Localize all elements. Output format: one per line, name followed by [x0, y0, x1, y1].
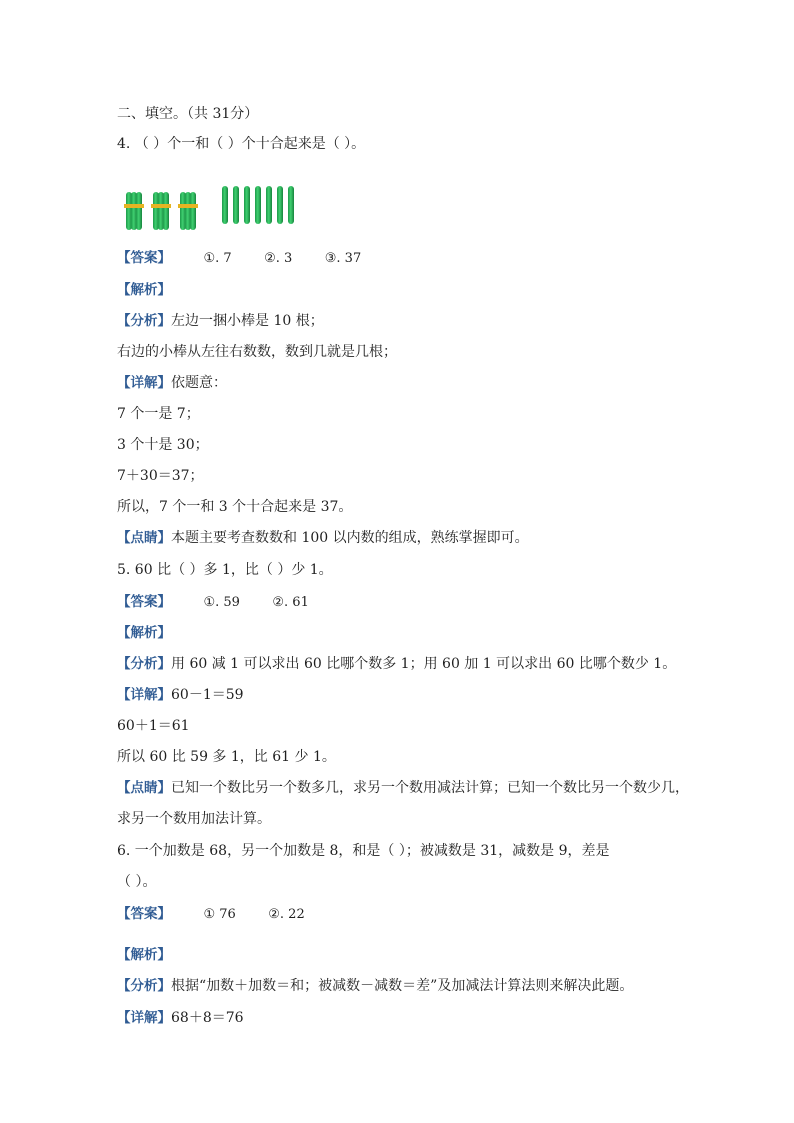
answer-1: ①. 7	[203, 251, 232, 266]
q4-fenxi	[117, 311, 324, 331]
q5-answer-line	[117, 592, 309, 613]
xiangjie-tag: 【详解】	[117, 375, 171, 391]
xiangjie-tag: 【详解】	[117, 1010, 171, 1026]
q5-fenxi	[117, 654, 676, 674]
q4-step-3: 7＋30＝37；	[117, 468, 204, 484]
q4-question: 4. （ ）个一和（ ）个十合起来是（ ）。	[117, 136, 366, 152]
xiangjie-text: 68＋8＝76	[171, 1010, 244, 1026]
q5-dianjing	[117, 778, 689, 798]
xiangjie-text: 60－1＝59	[171, 687, 244, 703]
answer-2: ②. 22	[268, 907, 305, 922]
single-stick	[277, 186, 283, 224]
dianjing-tag: 【点睛】	[117, 530, 171, 546]
answer-tag: 【答案】	[117, 594, 171, 610]
fenxi-tag: 【分析】	[117, 656, 171, 672]
answer-2: ②. 3	[264, 251, 293, 266]
answer-2: ②. 61	[272, 595, 309, 610]
fenxi-text: 左边一捆小棒是 10 根；	[171, 313, 324, 329]
stick-bundle	[151, 184, 171, 224]
xiangjie-tag: 【详解】	[117, 687, 171, 703]
answer-tag: 【答案】	[117, 250, 171, 266]
dianjing-text: 本题主要考查数数和 100 以内数的组成，熟练掌握即可。	[171, 530, 529, 546]
single-stick	[266, 186, 272, 224]
fenxi-text: 用 60 减 1 可以求出 60 比哪个数多 1；用 60 加 1 可以求出 60 比哪个数少 1。	[171, 656, 677, 672]
single-stick	[222, 186, 228, 224]
analysis-tag: 【解析】	[117, 947, 171, 963]
q5-xiangjie	[117, 685, 244, 705]
q5-step-2: 所以 60 比 59 多 1，比 61 少 1。	[117, 749, 336, 765]
q4-step-4: 所以，7 个一和 3 个十合起来是 37。	[117, 499, 353, 515]
sticks-figure	[124, 178, 304, 226]
fenxi-text: 根据“加数＋加数＝和；被减数－减数＝差”及加减法计算法则来解决此题。	[171, 978, 634, 994]
xiangjie-text: 依题意：	[171, 375, 227, 391]
q6-answer-line	[117, 904, 305, 925]
q4-xiangjie	[117, 373, 227, 393]
single-stick	[244, 186, 250, 224]
q5-step-1: 60＋1＝61	[117, 718, 190, 734]
q4-dianjing	[117, 528, 529, 548]
analysis-tag: 【解析】	[117, 282, 171, 298]
analysis-tag: 【解析】	[117, 625, 171, 641]
answer-1: ① 76	[203, 907, 236, 922]
q4-fenxi-2: 右边的小棒从左往右数数，数到几就是几根；	[117, 344, 397, 360]
q6-fenxi	[117, 976, 633, 996]
stick-bundle	[124, 184, 144, 224]
q6-question-2: （ ）。	[117, 874, 157, 890]
single-stick	[255, 186, 261, 224]
dianjing-text: 已知一个数比另一个数多几，求另一个数用减法计算；已知一个数比另一个数少几，	[171, 780, 689, 796]
section-title: 二、填空。（共 31分）	[117, 106, 259, 122]
single-stick	[288, 186, 294, 224]
answer-1: ①. 59	[203, 595, 240, 610]
fenxi-tag: 【分析】	[117, 978, 171, 994]
q4-step-2: 3 个十是 30；	[117, 437, 209, 453]
dianjing-tag: 【点睛】	[117, 780, 171, 796]
fenxi-tag: 【分析】	[117, 313, 171, 329]
answer-3: ③. 37	[324, 251, 362, 266]
answer-tag: 【答案】	[117, 906, 171, 922]
q4-answer-line	[117, 248, 361, 269]
q6-question: 6. 一个加数是 68，另一个加数是 8，和是（ ）；被减数是 31，减数是 9，差是	[117, 843, 610, 859]
stick-bundle	[178, 184, 198, 224]
q5-question: 5. 60 比（ ）多 1，比（ ）少 1。	[117, 562, 333, 578]
q6-xiangjie	[117, 1008, 244, 1028]
q5-dianjing-2: 求另一个数用加法计算。	[117, 811, 271, 827]
single-stick	[233, 186, 239, 224]
q4-step-1: 7 个一是 7；	[117, 406, 200, 422]
